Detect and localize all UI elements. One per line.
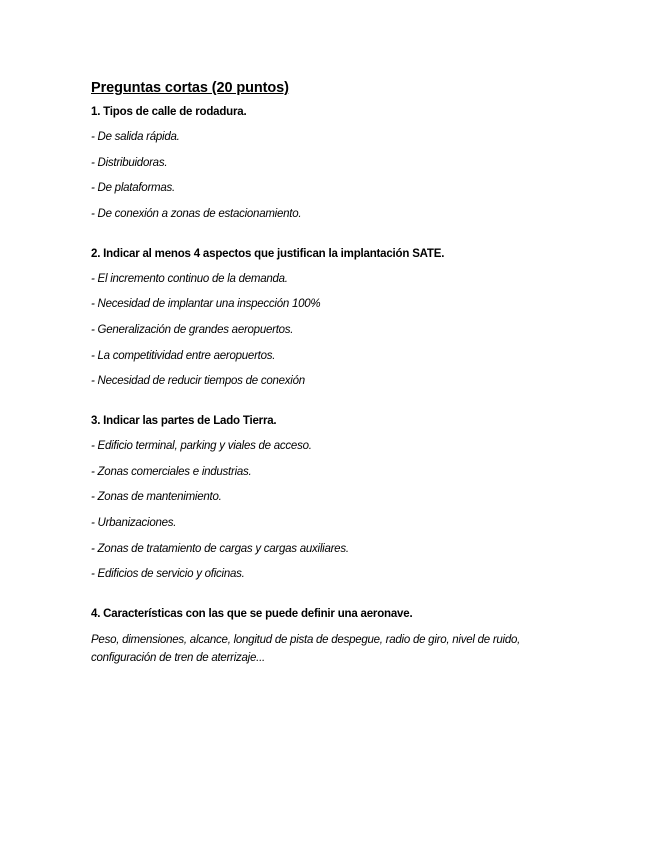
answer-item: - Edificios de servicio y oficinas. xyxy=(91,568,245,581)
answer-paragraph: Peso, dimensiones, alcance, longitud de pista de despegue, radio de giro, nivel de ruido, configuración de tren de aterrizaje... xyxy=(91,634,521,664)
answer-item: - Edificio terminal, parking y viales de acceso. xyxy=(91,440,312,453)
answer-item: - Necesidad de reducir tiempos de conexión xyxy=(91,375,305,388)
section-2 xyxy=(91,247,571,389)
section-1 xyxy=(91,105,571,222)
answer-item: - Zonas de tratamiento de cargas y cargas auxiliares. xyxy=(91,542,349,555)
question-heading: 2. Indicar al menos 4 aspectos que justifican la implantación SATE. xyxy=(91,247,445,260)
answer-item: - De conexión a zonas de estacionamiento. xyxy=(91,207,302,220)
answer-item: - De plataformas. xyxy=(91,182,175,195)
answer-item: - La competitividad entre aeropuertos. xyxy=(91,349,276,362)
question-heading: 1. Tipos de calle de rodadura. xyxy=(91,106,247,118)
document-page xyxy=(91,78,571,692)
answer-item: - Zonas de mantenimiento. xyxy=(91,491,222,504)
answer-item: - Generalización de grandes aeropuertos. xyxy=(91,323,294,336)
section-3 xyxy=(91,414,571,582)
answer-item: - Distribuidoras. xyxy=(91,156,168,169)
question-heading: 4. Características con las que se puede definir una aeronave. xyxy=(91,608,413,621)
answer-item: - Zonas comerciales e industrias. xyxy=(91,465,252,478)
question-heading: 3. Indicar las partes de Lado Tierra. xyxy=(91,415,277,428)
answer-item: - El incremento continuo de la demanda. xyxy=(91,272,288,285)
answer-item: - Urbanizaciones. xyxy=(91,516,177,529)
document-title: Preguntas cortas (20 puntos) xyxy=(91,80,289,96)
section-4 xyxy=(91,607,571,667)
answer-item: - Necesidad de implantar una inspección 100% xyxy=(91,298,321,311)
answer-item: - De salida rápida. xyxy=(91,131,180,143)
